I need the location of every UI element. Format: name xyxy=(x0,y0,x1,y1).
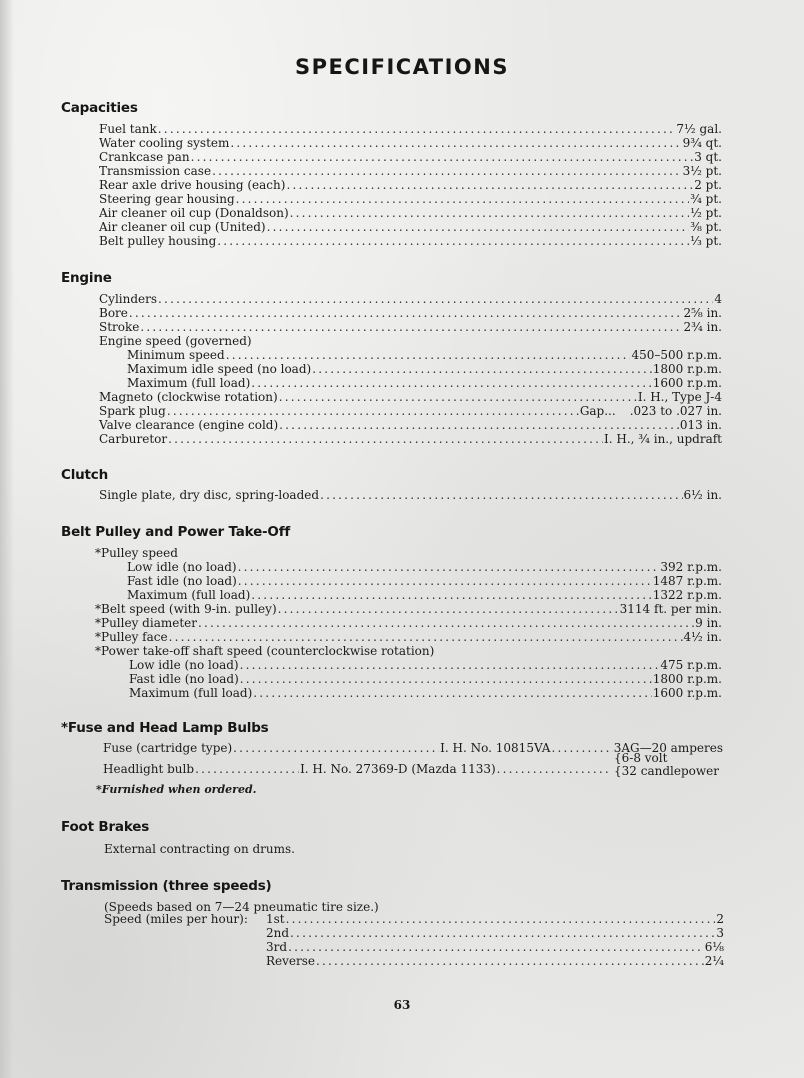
spec-value: 1600 r.p.m. xyxy=(652,376,722,390)
spec-value: 4½ in. xyxy=(683,630,722,644)
spec-value: 2¾ in. xyxy=(683,320,722,334)
spec-value: 3114 ft. per min. xyxy=(619,602,722,616)
spec-label: Stroke xyxy=(99,320,140,334)
spec-value: 6½ in. xyxy=(683,488,722,502)
spec-label: *Pulley diameter xyxy=(95,616,197,630)
spec-row xyxy=(266,926,724,940)
spec-row xyxy=(99,206,722,220)
spec-row xyxy=(99,418,722,432)
brakes-heading: Foot Brakes xyxy=(61,819,150,835)
page-title: SPECIFICATIONS xyxy=(295,55,509,79)
pulley-speed-label: *Pulley speed xyxy=(95,546,178,560)
spec-row xyxy=(266,940,724,954)
spec-value: 475 r.p.m. xyxy=(660,658,722,672)
engine-heading: Engine xyxy=(61,270,112,286)
spec-part-number: I. H. No. 10815VA xyxy=(440,741,551,755)
spec-value: 1600 r.p.m. xyxy=(652,686,722,700)
spec-value: 7½ gal. xyxy=(676,122,722,136)
spec-label: Transmission case xyxy=(99,164,212,178)
spec-gap-label: Gap... xyxy=(579,404,616,418)
footnote: *Furnished when ordered. xyxy=(96,783,257,796)
spec-label: Reverse xyxy=(266,954,316,968)
spec-label: 2nd xyxy=(266,926,290,940)
spec-value: 1487 r.p.m. xyxy=(652,574,722,588)
spec-value: I. H., Type J-4 xyxy=(637,390,722,404)
spec-label: Magneto (clockwise rotation) xyxy=(99,390,278,404)
spec-label: Air cleaner oil cup (United) xyxy=(99,220,266,234)
spec-row xyxy=(99,488,722,502)
spec-value: 2 pt. xyxy=(694,178,722,192)
spec-value: 1322 r.p.m. xyxy=(652,588,722,602)
spec-label: Maximum (full load) xyxy=(127,588,251,602)
spec-row xyxy=(127,376,722,390)
clutch-heading: Clutch xyxy=(61,467,109,483)
spec-label: Maximum (full load) xyxy=(129,686,253,700)
spec-value: 32 candlepower xyxy=(621,764,719,778)
spec-row xyxy=(99,234,722,248)
spec-value: 2⅝ in. xyxy=(683,306,722,320)
spec-label: Low idle (no load) xyxy=(127,560,237,574)
spec-label: Fuel tank xyxy=(99,122,157,136)
spec-label: Air cleaner oil cup (Donaldson) xyxy=(99,206,289,220)
spec-value: ½ pt. xyxy=(690,206,722,220)
spec-value: 3 qt. xyxy=(694,150,722,164)
spec-row xyxy=(99,432,722,446)
spec-row xyxy=(99,306,722,320)
spec-row xyxy=(129,686,722,700)
spec-part-number: I. H. No. 27369-D (Mazda 1133) xyxy=(300,762,496,776)
fuse-heading: *Fuse and Head Lamp Bulbs xyxy=(61,720,269,736)
spec-label: Maximum idle speed (no load) xyxy=(127,362,312,376)
spec-label: Low idle (no load) xyxy=(129,658,239,672)
spec-label: Steering gear housing xyxy=(99,192,235,206)
spec-row xyxy=(99,220,722,234)
spec-value: ⅓ pt. xyxy=(690,234,722,248)
spec-value: 450–500 r.p.m. xyxy=(631,348,722,362)
transmission-heading: Transmission (three speeds) xyxy=(61,878,272,894)
spec-row xyxy=(129,672,722,686)
engine-speed-label: Engine speed (governed) xyxy=(99,334,252,348)
headlight-values xyxy=(614,752,719,778)
spec-row xyxy=(95,616,722,630)
spec-value: 3½ pt. xyxy=(682,164,722,178)
spec-row xyxy=(127,362,722,376)
page-number: 63 xyxy=(393,998,411,1012)
spec-row xyxy=(127,560,722,574)
brace-glyph: { xyxy=(614,751,622,765)
spec-value: ⅜ pt. xyxy=(690,220,722,234)
spec-row xyxy=(99,390,722,404)
spec-row xyxy=(99,320,722,334)
spec-value: 2¼ xyxy=(704,954,724,968)
spec-row xyxy=(95,630,722,644)
spec-value: .023 to .027 in. xyxy=(629,404,722,418)
spec-label: Single plate, dry disc, spring-loaded xyxy=(99,488,320,502)
spec-value: 6⅛ xyxy=(704,940,724,954)
spec-row xyxy=(99,150,722,164)
spec-row xyxy=(103,762,613,776)
spec-value: 1800 r.p.m. xyxy=(652,672,722,686)
spec-label: 3rd xyxy=(266,940,288,954)
spec-row xyxy=(127,588,722,602)
spec-value: I. H., ¾ in., updraft xyxy=(604,432,722,446)
spec-row xyxy=(99,292,722,306)
brakes-text: External contracting on drums. xyxy=(104,842,295,856)
spec-value: ¾ pt. xyxy=(690,192,722,206)
spec-row xyxy=(127,348,722,362)
spec-value: 9 in. xyxy=(695,616,722,630)
spec-label: Rear axle drive housing (each) xyxy=(99,178,286,192)
spec-row xyxy=(99,192,722,206)
spec-label: Water cooling system xyxy=(99,136,230,150)
transmission-note: (Speeds based on 7—24 pneumatic tire size.) xyxy=(104,900,379,914)
spec-row xyxy=(266,954,724,968)
pulley-heading: Belt Pulley and Power Take-Off xyxy=(61,524,291,540)
spec-label: *Pulley face xyxy=(95,630,168,644)
spec-row xyxy=(99,122,722,136)
brace-glyph: { xyxy=(614,764,622,778)
spec-value: 3 xyxy=(716,926,724,940)
pto-speed-label: *Power take-off shaft speed (counterclockwise rotation) xyxy=(95,644,435,658)
spec-value: 9¾ qt. xyxy=(682,136,722,150)
spec-label: Crankcase pan xyxy=(99,150,190,164)
transmission-speed-label: Speed (miles per hour): xyxy=(104,912,248,926)
spec-row xyxy=(95,602,722,616)
spec-label: Spark plug xyxy=(99,404,166,418)
spec-row xyxy=(127,574,722,588)
spec-label: 1st xyxy=(266,912,285,926)
page-edge-shadow xyxy=(0,0,14,1078)
spec-label: Fast idle (no load) xyxy=(129,672,239,686)
spec-label: Minimum speed xyxy=(127,348,225,362)
spec-row xyxy=(129,658,722,672)
spec-value: 392 r.p.m. xyxy=(660,560,722,574)
spec-label: Headlight bulb xyxy=(103,762,195,776)
capacities-heading: Capacities xyxy=(61,100,138,116)
spec-label: Fast idle (no load) xyxy=(127,574,237,588)
spec-label: Fuse (cartridge type) xyxy=(103,741,233,755)
spec-label: Maximum (full load) xyxy=(127,376,251,390)
spec-row xyxy=(99,136,722,150)
spec-value: 1800 r.p.m. xyxy=(652,362,722,376)
spec-row xyxy=(99,178,722,192)
spec-value: 2 xyxy=(716,912,724,926)
spec-label: *Belt speed (with 9-in. pulley) xyxy=(95,602,277,616)
spec-label: Cylinders xyxy=(99,292,158,306)
spec-value: 4 xyxy=(714,292,722,306)
spec-value: 3AG—20 amperes xyxy=(613,741,723,755)
spec-value: 6-8 volt xyxy=(621,751,668,765)
spec-label: Bore xyxy=(99,306,128,320)
spec-value: .013 in. xyxy=(676,418,722,432)
spec-row xyxy=(99,404,722,418)
spec-label: Valve clearance (engine cold) xyxy=(99,418,279,432)
spec-label: Carburetor xyxy=(99,432,168,446)
spec-row xyxy=(266,912,724,926)
spec-label: Belt pulley housing xyxy=(99,234,217,248)
spec-row xyxy=(99,164,722,178)
